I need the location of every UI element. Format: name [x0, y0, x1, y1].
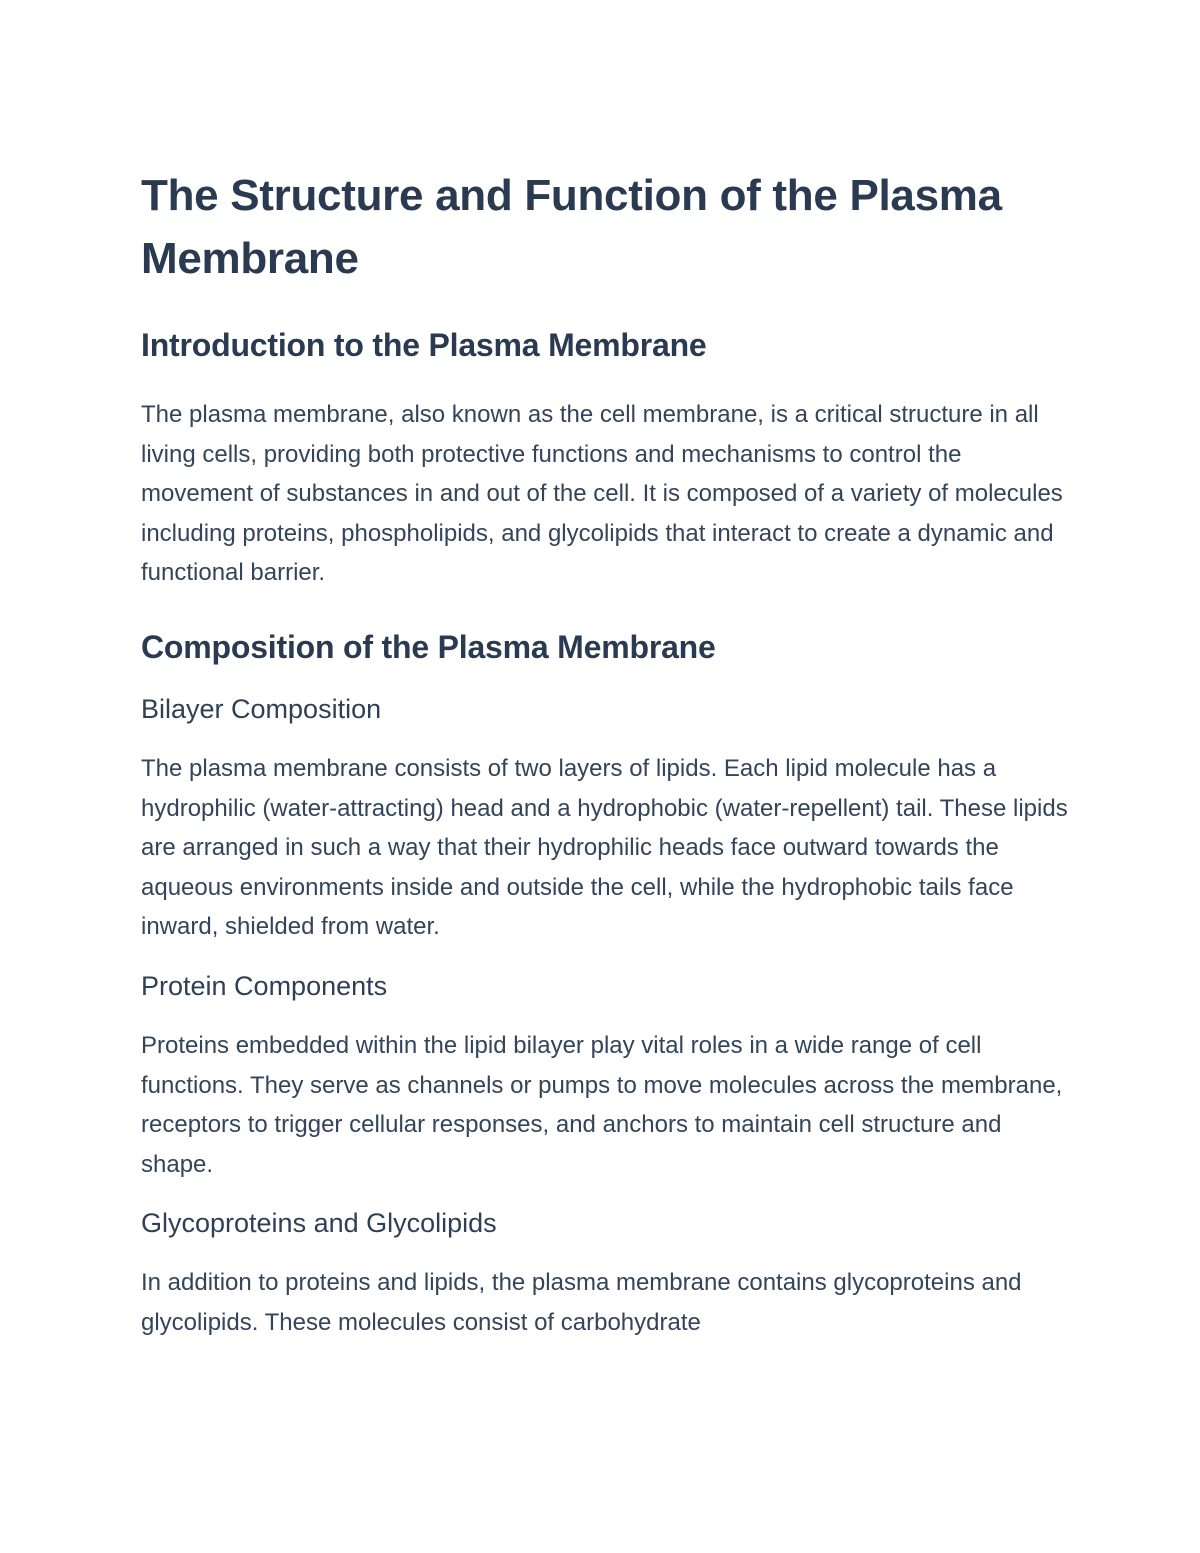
document-title: The Structure and Function of the Plasma Membrane	[141, 171, 1002, 283]
introduction-paragraph: The plasma membrane, also known as the cell membrane, is a critical structure in all living cells, providing both protective functions and mechanisms to control the movement of substances in and out of the cell. It is composed of a variety of molecules including proteins, phospholipids, and glycolipids that interact to create a dynamic and functional barrier.	[141, 401, 1063, 587]
subsection-heading-glyco: Glycoproteins and Glycolipids	[141, 1208, 497, 1239]
proteins-paragraph: Proteins embedded within the lipid bilayer play vital roles in a wide range of cell functions. They serve as channels or pumps to move molecules across the membrane, receptors to trigger cellular responses, and anchors to maintain cell structure and shape.	[141, 1031, 1063, 1178]
glyco-paragraph: In addition to proteins and lipids, the plasma membrane contains glycoproteins and glycolipids. These molecules consist of carbohydrate	[141, 1269, 1022, 1336]
document-page	[141, 164, 1071, 1343]
subsection-heading-bilayer: Bilayer Composition	[141, 693, 382, 724]
subsection-heading-proteins: Protein Components	[141, 970, 388, 1001]
section-heading-composition: Composition of the Plasma Membrane	[141, 628, 716, 665]
bilayer-paragraph: The plasma membrane consists of two layers of lipids. Each lipid molecule has a hydrophilic (water-attracting) head and a hydrophobic (water-repellent) tail. These lipids are arranged in such a way that their hydrophilic heads face outward towards the aqueous environments inside and outside the cell, while the hydrophobic tails face inward, shielded from water.	[141, 754, 1068, 941]
section-heading-introduction: Introduction to the Plasma Membrane	[141, 327, 707, 363]
